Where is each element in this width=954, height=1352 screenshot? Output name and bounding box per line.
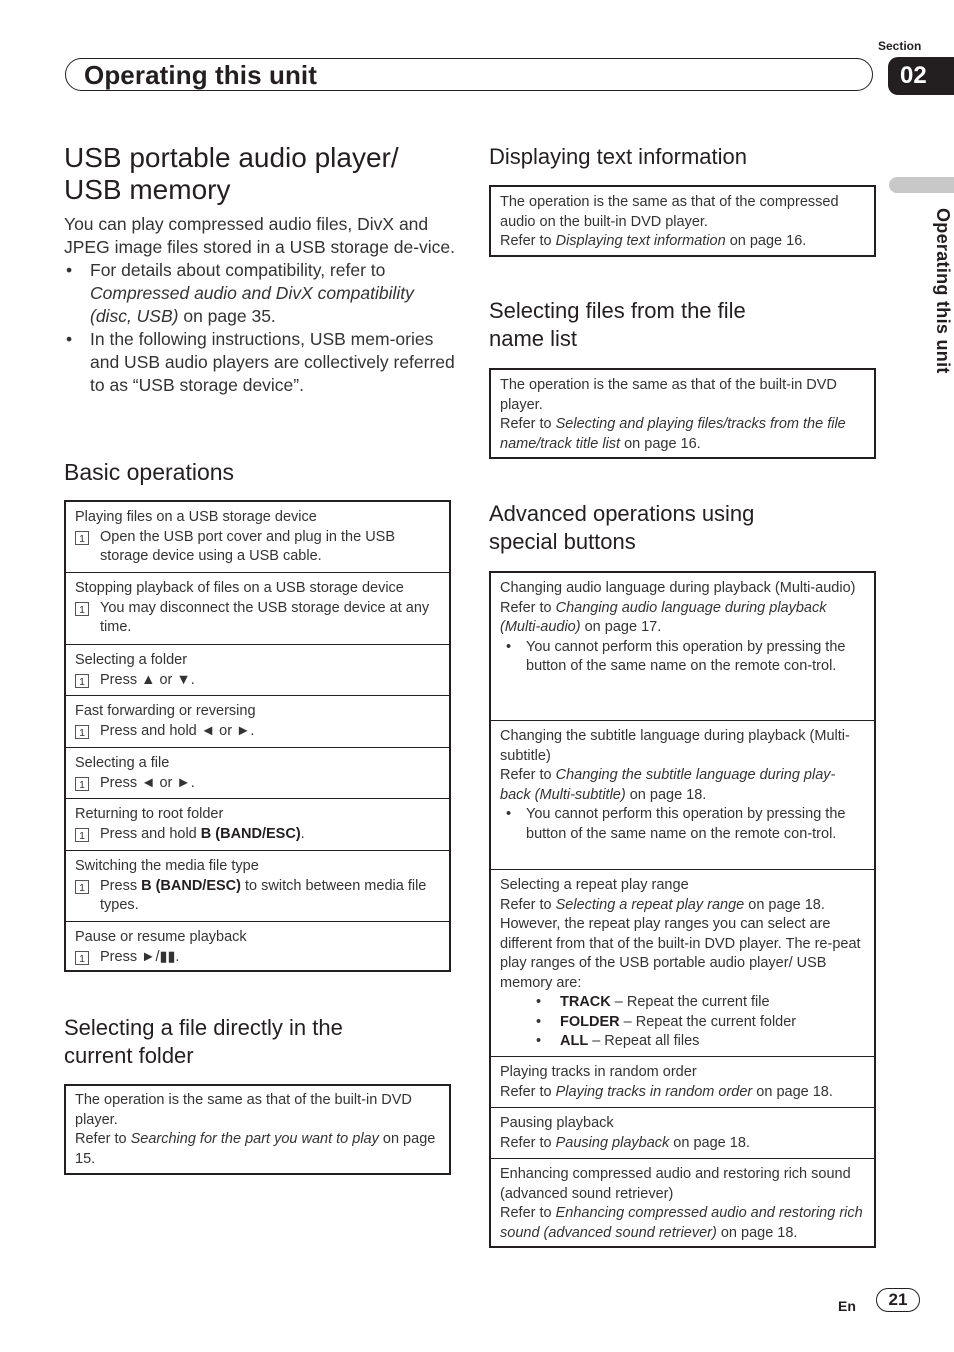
note-bullet: • You cannot perform this operation by pressing the button of the same name on the remote con-trol. xyxy=(506,638,846,674)
file-list-heading: Selecting files from the file name list xyxy=(489,298,746,351)
operation-step: 1 Press and hold B (BAND/ESC). xyxy=(75,825,440,845)
select-file-box: The operation is the same as that of the built-in DVD player. Refer to Searching for the part you want to play on page 15. xyxy=(64,1084,451,1175)
repeat-option: • TRACK – Repeat the current file xyxy=(536,994,770,1010)
advanced-operations-table xyxy=(489,571,876,1248)
repeat-option: • FOLDER – Repeat the current folder xyxy=(536,1013,797,1030)
table-row: Playing tracks in random order Refer to Playing tracks in random order on page 18. xyxy=(491,1057,874,1108)
select-file-heading: Selecting a file directly in the current folder xyxy=(64,1015,343,1068)
cross-reference: Changing the subtitle language during play-back (Multi-subtitle) xyxy=(500,767,836,803)
table-row: Changing audio language during playback (Multi-audio) Refer to Changing audio language during playback (Multi-audio) on page 17. • You cannot perform this operation by pressing the button of the same name on the remote con-trol. xyxy=(491,573,874,721)
operation-step: 1 You may disconnect the USB storage device at any time. xyxy=(75,599,440,638)
operation-step: 1 Press B (BAND/ESC) to switch between media file types. xyxy=(75,877,440,916)
table-row xyxy=(66,851,449,922)
language-label: En xyxy=(838,1298,856,1314)
table-row xyxy=(66,645,449,696)
operation-step: 1 Open the USB port cover and plug in the USB storage device using a USB cable. xyxy=(75,528,440,567)
side-tab-marker xyxy=(889,177,954,193)
intro-bullet: • For details about compatibility, refer to Compressed audio and DivX compatibility (disc, USB) on page 35. xyxy=(66,260,414,326)
step-number: 1 xyxy=(75,531,89,545)
operation-title: Returning to root folder xyxy=(75,806,224,822)
step-number: 1 xyxy=(75,828,89,842)
operation-title: Playing files on a USB storage device xyxy=(75,509,317,525)
table-row: Changing the subtitle language during playback (Multi-subtitle) Refer to Changing the subtitle language during play-back (Multi-subtitle) on page 18. • You cannot perform this operation by pressing the button of the same name on the remote con-trol. xyxy=(491,721,874,870)
table-row xyxy=(66,799,449,851)
operation-title: Selecting a folder xyxy=(75,652,188,668)
operation-title: Fast forwarding or reversing xyxy=(75,703,256,719)
table-row xyxy=(66,748,449,799)
operation-title: Selecting a file xyxy=(75,755,170,771)
main-heading xyxy=(64,142,464,206)
table-row xyxy=(66,502,449,573)
cross-reference: Selecting a repeat play range xyxy=(555,896,745,913)
operation-step: 1 Press ▲ or ▼. xyxy=(75,671,440,691)
table-row xyxy=(66,696,449,748)
intro-bullet: • In the following instructions, USB mem-ories and USB audio players are collectively referred to as “USB storage device”. xyxy=(66,329,455,395)
step-number: 1 xyxy=(75,951,89,965)
operation-step: 1 Press and hold ◄ or ►. xyxy=(75,722,440,742)
table-row: Selecting a repeat play range Refer to Selecting a repeat play range on page 18. However, the repeat play ranges you can select are different from that of the built-in DVD player. The re-peat play ranges of the USB portable audio player/ USB memory are: • TRACK – Repeat the current file • FOLDER – Repeat the current folder • ALL – Repeat all files xyxy=(491,870,874,1057)
repeat-option: • ALL – Repeat all files xyxy=(536,1033,700,1049)
advanced-operations-heading: Advanced operations using special buttons xyxy=(489,501,755,554)
step-number: 1 xyxy=(75,777,89,791)
table-row: Pausing playback Refer to Pausing playback on page 18. xyxy=(491,1108,874,1159)
operation-step: 1 Press ►/▮▮. xyxy=(75,948,440,968)
operation-title: Switching the media file type xyxy=(75,858,259,874)
operation-title: Stopping playback of files on a USB storage device xyxy=(75,580,404,596)
cross-reference: Changing audio language during playback (Multi-audio) xyxy=(500,599,827,635)
side-tab-text: Operating this unit xyxy=(933,208,953,374)
basic-operations-table xyxy=(64,500,451,972)
page-number: 21 xyxy=(876,1288,920,1312)
step-number: 1 xyxy=(75,880,89,894)
button-name: B (BAND/ESC) xyxy=(200,825,301,842)
step-number: 1 xyxy=(75,725,89,739)
cross-reference: Playing tracks in random order xyxy=(555,1083,753,1100)
cross-reference: Pausing playback xyxy=(555,1134,670,1151)
intro-paragraph: You can play compressed audio files, DivX and JPEG image files stored in a USB storage de-vice. xyxy=(64,214,456,257)
operation-step: 1 Press ◄ or ►. xyxy=(75,774,440,794)
cross-reference: Displaying text information xyxy=(555,233,726,249)
button-name: B (BAND/ESC) xyxy=(141,877,241,894)
main-heading-line1: USB portable audio player/ xyxy=(64,142,399,173)
header-title: Operating this unit xyxy=(84,60,318,90)
step-number: 1 xyxy=(75,674,89,688)
operation-title: Pause or resume playback xyxy=(75,929,247,945)
intro-block xyxy=(64,213,456,397)
main-heading-line2: USB memory xyxy=(64,174,231,205)
cross-reference: Compressed audio and DivX compatibility (disc, USB) xyxy=(90,283,414,326)
cross-reference: Searching for the part you want to play xyxy=(130,1131,379,1147)
section-label: Section xyxy=(878,39,922,53)
file-list-box: The operation is the same as that of the built-in DVD player. Refer to Selecting and playing files/tracks from the file name/track title list on page 16. xyxy=(489,368,876,459)
cross-reference: Enhancing compressed audio and restoring rich sound (advanced sound retriever) xyxy=(500,1205,863,1241)
table-row: Enhancing compressed audio and restoring rich sound (advanced sound retriever) Refer to Enhancing compressed audio and restoring rich sound (advanced sound retriever) on page 18. xyxy=(500,1166,863,1241)
table-row xyxy=(66,922,449,973)
step-number: 1 xyxy=(75,602,89,616)
table-row xyxy=(66,573,449,645)
note-bullet: • You cannot perform this operation by pressing the button of the same name on the remote con-trol. xyxy=(506,806,846,842)
section-number-badge: 02 xyxy=(888,57,954,95)
display-text-box: The operation is the same as that of the compressed audio on the built-in DVD player. Refer to Displaying text information on page 16. xyxy=(489,185,876,257)
display-text-heading: Displaying text information xyxy=(489,144,748,169)
cross-reference: Selecting and playing files/tracks from the file name/track title list xyxy=(500,416,846,452)
basic-operations-heading: Basic operations xyxy=(64,459,235,485)
